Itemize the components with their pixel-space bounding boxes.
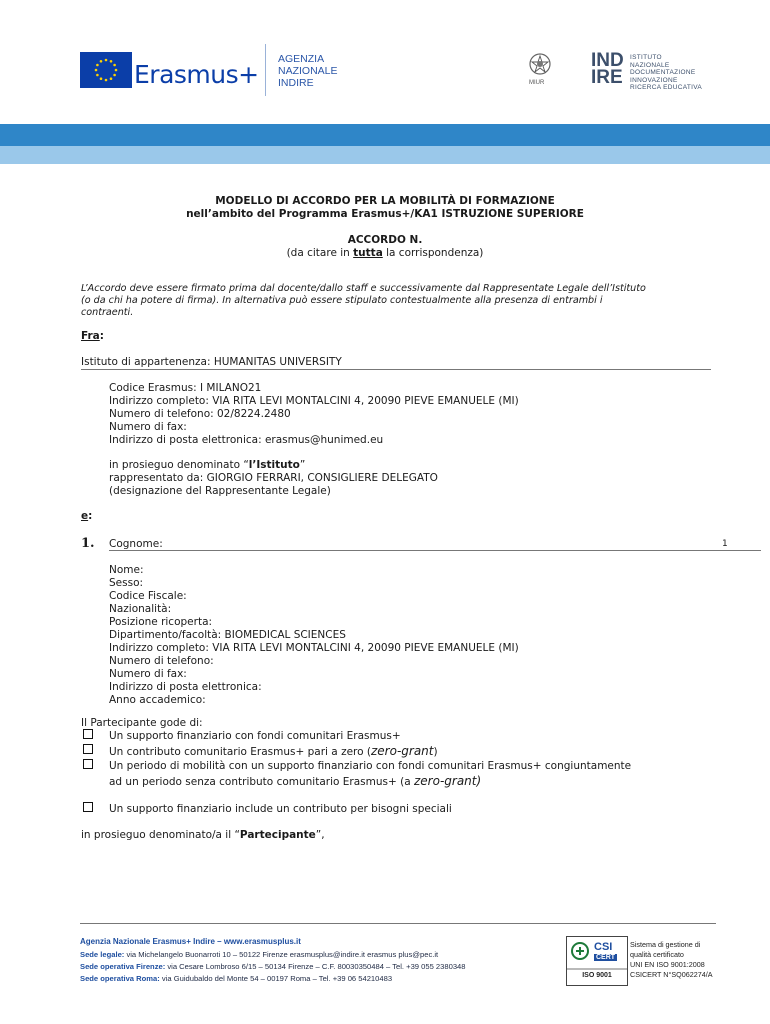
partecipante-bold: Partecipante [239,829,316,841]
intro-line: contraenti. [81,307,134,318]
header-band-dark [0,124,770,146]
certification-line: UNI EN ISO 9001:2008 [630,960,705,969]
e-colon: : [88,510,93,522]
citare-post: la corrispondenza) [382,247,484,259]
participant-field: Anno accademico: [109,694,206,706]
doc-subtitle: nell’ambito del Programma Erasmus+/KA1 ISTRUZIONE SUPERIORE [186,208,584,220]
indire-logo-line: IND [591,50,624,71]
header-divider [265,44,266,96]
agenzia-line: AGENZIA [278,53,325,65]
indire-subtitle-line: DOCUMENTAZIONE [630,69,696,76]
option-label: Un periodo di mobilità con un supporto finanziario con fondi comunitari Erasmus+ congiuntamente [109,760,632,772]
fra-heading [81,330,104,343]
e-heading [81,510,92,523]
option-label-post: ) [433,746,438,758]
footer-row-text: via Cesare Lombroso 6/15 – 50134 Firenze – C.F. 80030350484 – Tel. +39 055 2380348 [165,962,466,971]
option-label-cont [109,775,481,789]
footer-title: Agenzia Nazionale Erasmus+ Indire – www.erasmusplus.it [80,937,301,946]
certification-text [630,940,713,980]
footer-row [80,961,466,973]
option-checkbox[interactable] [83,759,93,769]
denominato-bold: l’Istituto [248,459,300,471]
citare-pre: (da citare in [286,247,354,259]
participant-field: Numero di telefono: [109,655,214,667]
istituto-detail: Indirizzo completo: VIA RITA LEVI MONTALCINI 4, 20090 PIEVE EMANUELE (MI) [109,395,519,407]
istituto-detail: Numero di telefono: 02/8224.2480 [109,408,291,420]
cert-label: CERT [596,954,616,961]
footer-row [80,973,392,985]
partecipante-post: ”, [315,829,325,841]
footer-row-text: via Michelangelo Buonarroti 10 – 50122 Firenze erasmusplus@indire.it erasmus plus@pec.it [124,950,439,959]
csi-label: CSI [594,941,613,953]
istituto-detail: Codice Erasmus: I MILANO21 [109,382,262,394]
participant-field: Sesso: [109,577,144,589]
footer-row-label: Sede operativa Roma: [80,974,160,983]
header-band-light [0,146,770,164]
option-checkbox[interactable] [83,744,93,754]
indire-subtitle-line: INNOVAZIONE [630,76,678,84]
agenzia-line: NAZIONALE [278,65,338,77]
denominato-istituto [109,459,305,472]
citare-note [0,247,770,260]
indire-subtitle [630,54,702,92]
partecipante-pre: in prosieguo denominato/a il “ [81,829,240,841]
option-label: Un supporto finanziario include un contributo per bisogni speciali [109,803,452,815]
erasmus-logo-text: Erasmus+ [134,60,259,89]
cognome-label: Cognome: [109,538,163,550]
istituto-rule [81,369,711,370]
indire-logo-line: IRE [591,67,623,88]
participant-field: Codice Fiscale: [109,590,187,602]
participant-field: Indirizzo di posta elettronica: [109,681,262,693]
indire-subtitle-line: ISTITUTO [630,54,662,61]
accordo-number: ACCORDO N. [347,234,423,246]
istituto-line: Istituto di appartenenza: HUMANITAS UNIVERSITY [81,356,342,368]
option-label-pre: Un contributo comunitario Erasmus+ pari a zero ( [109,746,371,758]
footer-row [80,949,438,961]
option-checkbox[interactable] [83,729,93,739]
certification-line: qualità certificato [630,950,684,959]
indire-subtitle-line: RICERCA EDUCATIVA [630,84,703,91]
participant-field: Nome: [109,564,144,576]
certification-line: CSICERT N°SQ062274/A [630,970,713,979]
csi-cert-logo [566,936,628,986]
participant-field: Posizione ricoperta: [109,616,213,628]
citare-underlined: tutta [353,247,383,259]
denominato-post: ” [299,459,306,471]
option-checkbox[interactable] [83,802,93,812]
fra-colon: : [99,330,104,342]
rappresentato-line: rappresentato da: GIORGIO FERRARI, CONSIGLIERE DELEGATO [109,472,438,484]
partecipante-line [81,829,325,842]
agenzia-line: INDIRE [278,77,314,89]
certification-line: Sistema di gestione di [630,940,701,949]
istituto-detail: Numero di fax: [109,421,187,433]
doc-title: MODELLO DI ACCORDO PER LA MOBILITÀ DI FORMAZIONE [215,195,555,207]
footer-row-label: Sede legale: [80,950,125,959]
gode-label: Il Partecipante gode di: [81,717,203,729]
miur-emblem-icon [528,52,552,78]
participant-field: Numero di fax: [109,668,187,680]
fra-label: Fra [81,330,100,342]
footer-rule [80,923,716,924]
designazione-line: (designazione del Rappresentante Legale) [109,485,331,497]
footer-row-label: Sede operativa Firenze: [80,962,166,971]
intro-line: L’Accordo deve essere firmato prima dal docente/dallo staff e successivamente dal Rappresentate Legale dell’Istituto [81,283,646,294]
cognome-rule [109,550,761,551]
intro-line: (o da chi ha potere di firma). In alternativa può essere stipulato contestualmente alla presenza di entrambi i [81,295,603,306]
agenzia-nazionale-logo [278,53,338,89]
option-label-italic: zero-grant) [413,774,482,788]
eu-flag-logo [80,52,132,88]
iso-label: ISO 9001 [582,972,612,979]
option-label [109,745,438,759]
indire-logo [591,52,624,86]
denominato-pre: in prosieguo denominato “ [109,459,249,471]
footer-row-text: via Guidubaldo del Monte 54 – 00197 Roma – Tel. +39 06 54210483 [159,974,393,983]
option-label-italic: zero-grant [370,744,434,758]
participant-field: Dipartimento/facoltà: BIOMEDICAL SCIENCES [109,629,346,641]
option-label-pre: ad un periodo senza contributo comunitario Erasmus+ (a [109,776,414,788]
footnote-ref: 1 [722,539,728,549]
istituto-detail: Indirizzo di posta elettronica: erasmus@hunimed.eu [109,434,384,446]
indire-subtitle-line: NAZIONALE [630,61,670,69]
miur-label: MIUR [529,80,545,86]
participant-field: Nazionalità: [109,603,172,615]
participant-field: Indirizzo completo: VIA RITA LEVI MONTALCINI 4, 20090 PIEVE EMANUELE (MI) [109,642,519,654]
option-label: Un supporto finanziario con fondi comunitari Erasmus+ [109,730,401,742]
e-label: e [81,510,89,522]
participant-number: 1. [81,536,95,551]
